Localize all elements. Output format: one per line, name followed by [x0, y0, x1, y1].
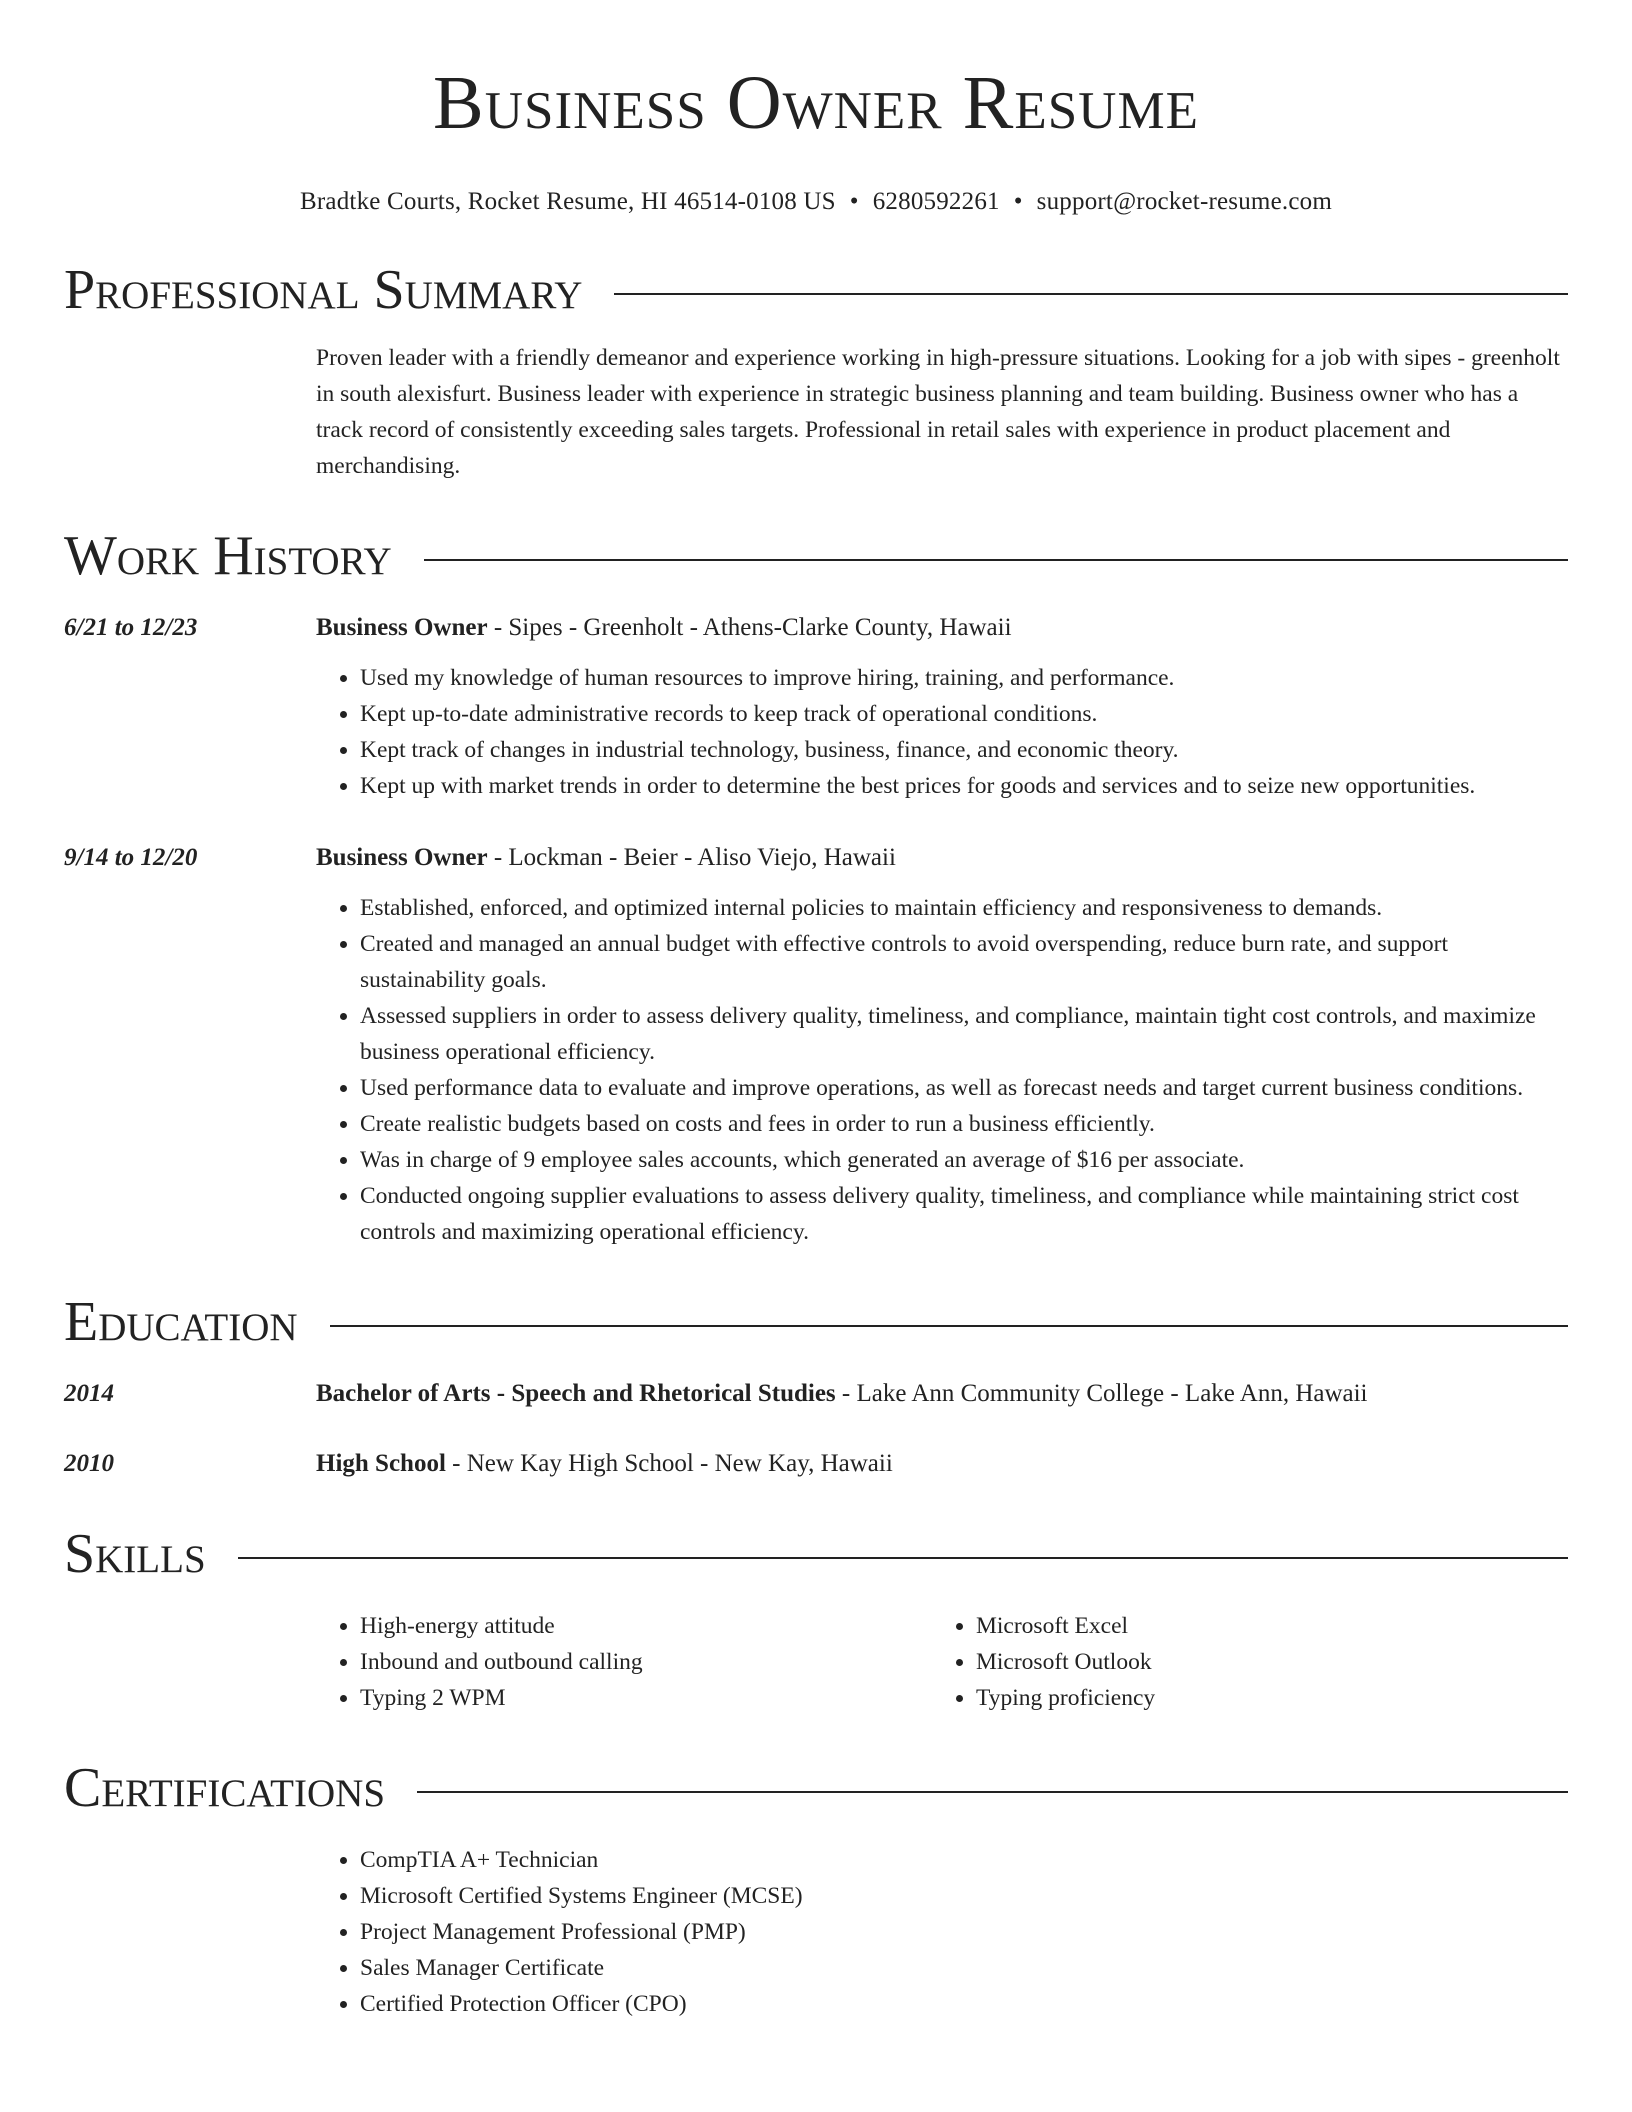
- education-entry: [64, 1446, 1568, 1482]
- summary-section-header: [64, 258, 1568, 322]
- job-bullet: • Conducted ongoing supplier evaluations to assess delivery quality, timeliness, and compliance while maintaining strict cost controls and maximizing operational efficiency.: [360, 1178, 1568, 1250]
- certification-item: • Microsoft Certified Systems Engineer (MCSE): [360, 1878, 1568, 1914]
- job-bullet: • Kept track of changes in industrial technology, business, finance, and economic theory.: [360, 732, 1568, 768]
- skill-item: • Microsoft Excel: [976, 1608, 1548, 1644]
- certification-item: • Project Management Professional (PMP): [360, 1914, 1568, 1950]
- job-bullet: • Assessed suppliers in order to assess delivery quality, timeliness, and compliance, maintain tight cost controls, and maximize business operational efficiency.: [360, 998, 1568, 1070]
- education-section-header: [64, 1290, 1568, 1354]
- skills-bullets: [316, 1608, 932, 1716]
- section-divider: [424, 559, 1568, 561]
- section-title-education: Education: [64, 1291, 298, 1353]
- job-heading: [316, 610, 1568, 646]
- skill-item: • Microsoft Outlook: [976, 1644, 1548, 1680]
- job-details: - Lockman - Beier - Aliso Viejo, Hawaii: [487, 844, 896, 871]
- certifications-section-header: [64, 1756, 1568, 1820]
- skills-column-right: [932, 1608, 1548, 1716]
- job-bullets: [316, 890, 1568, 1250]
- job-body: [316, 610, 1568, 804]
- job-dates: 6/21 to 12/23: [64, 614, 198, 641]
- section-title-certifications: Certifications: [64, 1757, 386, 1819]
- section-divider: [330, 1325, 1568, 1327]
- section-title-summary: Professional Summary: [64, 259, 583, 321]
- contact-phone: 6280592261: [872, 188, 1000, 215]
- skills-list: [316, 1608, 1568, 1716]
- contact-separator: •: [1013, 188, 1023, 215]
- skill-item: • Inbound and outbound calling: [360, 1644, 932, 1680]
- section-title-work-history: Work History: [64, 525, 392, 587]
- education-year: 2014: [64, 1380, 114, 1407]
- contact-separator: •: [849, 188, 859, 215]
- job-bullet: • Created and managed an annual budget with effective controls to avoid overspending, reduce burn rate, and support sustainability goals.: [360, 926, 1568, 998]
- summary-text: Proven leader with a friendly demeanor and experience working in high-pressure situations. Looking for a job with sipes - greenholt in south alexisfurt. Business leader with experience in strategic business planning and team building. Business owner who has a track record of consistently exceeding sales targets. Professional in retail sales with experience in product placement and merchandising.: [316, 345, 1560, 479]
- skills-bullets: [932, 1608, 1548, 1716]
- education-degree: Bachelor of Arts - Speech and Rhetorical Studies: [316, 1380, 836, 1407]
- job-title: Business Owner: [316, 844, 488, 871]
- job-entry: [64, 840, 1568, 1250]
- job-body: [316, 840, 1568, 1250]
- section-divider: [417, 1791, 1568, 1793]
- certification-item: • Certified Protection Officer (CPO): [360, 1986, 1568, 2022]
- skills-section-header: [64, 1522, 1568, 1586]
- section-divider: [614, 293, 1568, 295]
- job-bullets: [316, 660, 1568, 804]
- job-dates: 9/14 to 12/20: [64, 844, 198, 871]
- job-heading: [316, 840, 1568, 876]
- section-title-skills: Skills: [64, 1523, 206, 1585]
- resume-title: Business Owner Resume: [433, 61, 1199, 145]
- contact-address: Bradtke Courts, Rocket Resume, HI 46514-0108 US: [300, 188, 836, 215]
- certification-item: • CompTIA A+ Technician: [360, 1842, 1568, 1878]
- section-divider: [238, 1557, 1568, 1559]
- certification-bullets: [316, 1842, 1568, 2022]
- job-details: - Sipes - Greenholt - Athens-Clarke County, Hawaii: [487, 614, 1012, 641]
- job-bullet: • Kept up-to-date administrative records to keep track of operational conditions.: [360, 696, 1568, 732]
- certifications-list: [316, 1842, 1568, 2022]
- job-bullet: • Used performance data to evaluate and improve operations, as well as forecast needs and target current business conditions.: [360, 1070, 1568, 1106]
- education-details: - New Kay High School - New Kay, Hawaii: [445, 1450, 893, 1477]
- job-bullet: • Create realistic budgets based on costs and fees in order to run a business efficiently.: [360, 1106, 1568, 1142]
- certification-item: • Sales Manager Certificate: [360, 1950, 1568, 1986]
- job-bullet: • Was in charge of 9 employee sales accounts, which generated an average of $16 per associate.: [360, 1142, 1568, 1178]
- job-bullet: • Kept up with market trends in order to determine the best prices for goods and services and to seize new opportunities.: [360, 768, 1568, 804]
- education-details: - Lake Ann Community College - Lake Ann, Hawaii: [835, 1380, 1368, 1407]
- education-heading: [316, 1446, 1568, 1482]
- work-section-header: [64, 524, 1568, 588]
- skill-item: • High-energy attitude: [360, 1608, 932, 1644]
- skills-column-left: [316, 1608, 932, 1716]
- job-bullet: • Established, enforced, and optimized internal policies to maintain efficiency and responsiveness to demands.: [360, 890, 1568, 926]
- skill-item: • Typing 2 WPM: [360, 1680, 932, 1716]
- job-title: Business Owner: [316, 614, 488, 641]
- education-heading: [316, 1376, 1568, 1412]
- job-entry: [64, 610, 1568, 804]
- job-bullet: • Used my knowledge of human resources to improve hiring, training, and performance.: [360, 660, 1568, 696]
- education-year: 2010: [64, 1450, 114, 1477]
- contact-email: support@rocket-resume.com: [1036, 188, 1332, 215]
- skill-item: • Typing proficiency: [976, 1680, 1548, 1716]
- education-entry: [64, 1376, 1568, 1412]
- education-degree: High School: [316, 1450, 446, 1477]
- contact-line: [64, 186, 1568, 218]
